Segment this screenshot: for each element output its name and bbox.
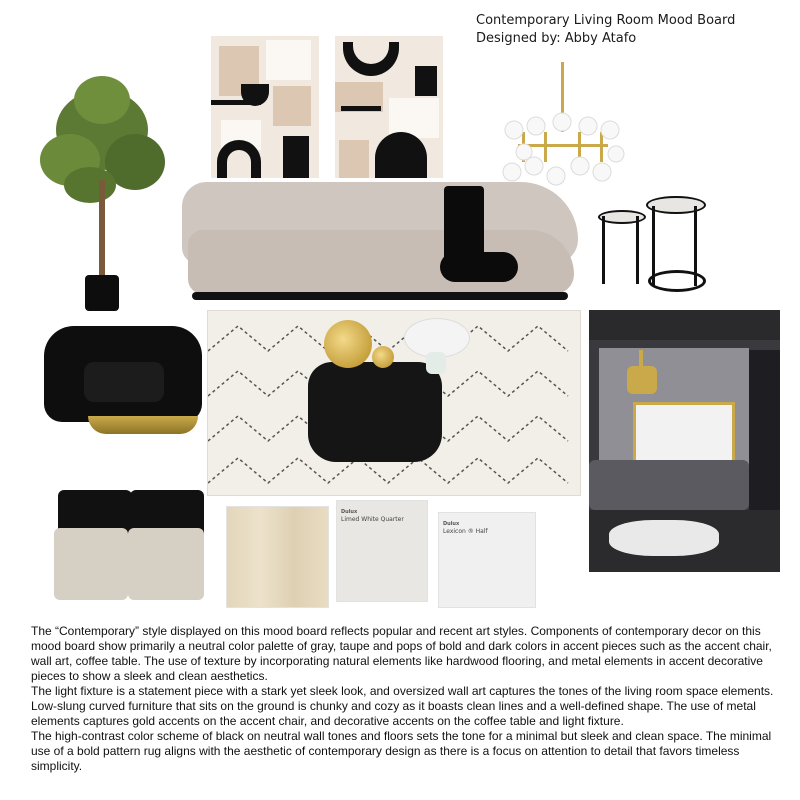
curved-sofa [182, 182, 578, 310]
swatch-paint-2 [438, 512, 536, 608]
black-accent-chair [44, 326, 202, 436]
swatch-hardwood [226, 506, 329, 608]
gold-decor-spheres [320, 320, 400, 376]
black-coffee-table [308, 362, 442, 462]
description-paragraph-2: The light fixture is a statement piece with a stark yet sleek look, and oversized wall art captures the tones of the living room space elements. Low-slung curved furniture that sits on the ground is chunky and cozy as it boasts clean lines and a well-defined shape. The use of metal elements captures gold accents on the accent chair, and decorative accents on the coffee table and light fixture. [31, 684, 774, 728]
description-paragraph-1: The “Contemporary” style displayed on this mood board reflects popular and recent art styles. Components of contemporary decor on this mood board show primarily a neutral color palette of gray, taupe and pops of bold and dark colors in accent pieces such as the accent chair, wall art, coffee table. The use of texture by incorporating natural elements like hardwood flooring, and metal elements in accent decorative pieces to show a sleek and clean aesthetics. [31, 624, 772, 683]
swatch-label-1: Limed White Quarter [341, 516, 404, 523]
board-description [31, 624, 779, 774]
black-throw-blanket [444, 186, 484, 262]
inspiration-room-photo [589, 310, 780, 572]
board-title: Contemporary Living Room Mood Board [476, 13, 736, 28]
description-paragraph-3: The high-contrast color scheme of black on neutral wall tones and floors sets the tone for a minimal but sleek and clean space. The minimal use of a bold pattern rug aligns with the aesthetic of contemporary design as there is a focus on attention to detail that favors timeless simplicity. [31, 729, 772, 773]
olive-tree-plant [30, 70, 175, 315]
board-designer: Designed by: Abby Atafo [476, 31, 637, 46]
linen-pillow-left [54, 528, 128, 600]
swatch-brand-2: Dulux [443, 521, 460, 527]
swatch-label-2: Lexicon ® Half [443, 528, 488, 535]
nesting-side-tables [596, 196, 708, 291]
white-flower-vase [404, 318, 468, 376]
chandelier [500, 62, 625, 192]
linen-pillow-right [128, 528, 204, 600]
swatch-paint-1 [336, 500, 428, 602]
board-title-block [476, 12, 735, 48]
swatch-brand-1: Dulux [341, 509, 358, 515]
wall-art-left [211, 36, 319, 178]
wall-art-right [335, 36, 443, 178]
